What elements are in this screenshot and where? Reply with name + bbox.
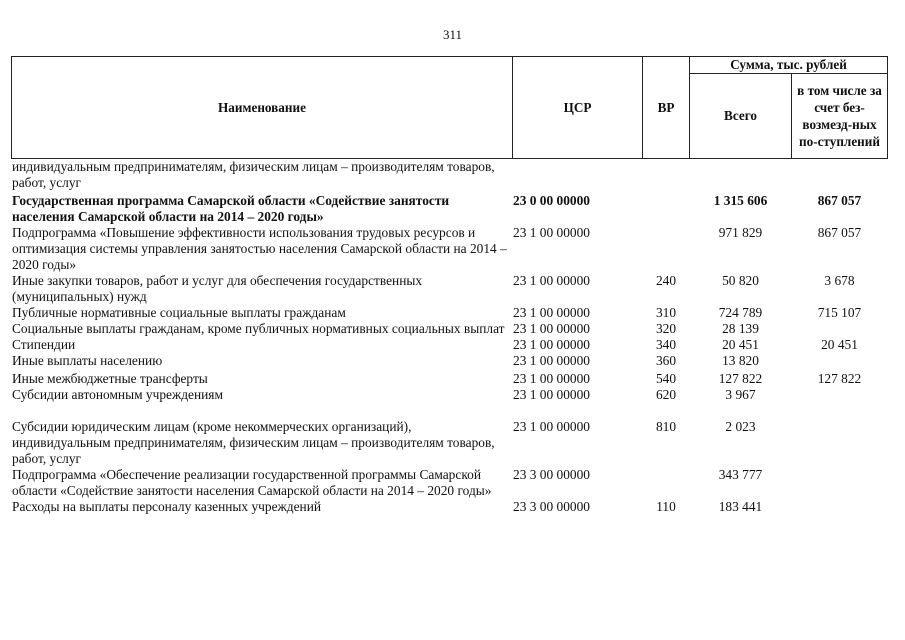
row-total: 183 441 [718, 499, 763, 514]
row-name: Публичные нормативные социальные выплаты гражданам [12, 305, 346, 320]
row-vr [643, 467, 690, 499]
header-vr: ВР [643, 57, 690, 159]
header-sum-group: Сумма, тыс. рублей [690, 57, 888, 74]
row-total: 13 820 [722, 353, 759, 368]
row-grants [792, 419, 888, 467]
row-csr: 23 1 00 00000 [513, 321, 590, 336]
row-vr: 620 [655, 387, 677, 402]
table-row [12, 225, 888, 273]
row-name: Иные выплаты населению [12, 353, 163, 368]
header-name: Наименование [12, 57, 513, 159]
row-grants [792, 387, 888, 403]
row-vr [643, 191, 690, 225]
row-name: Расходы на выплаты персоналу казенных учреждений [12, 499, 322, 514]
row-total: 127 822 [718, 371, 763, 386]
row-vr: 540 [655, 371, 677, 386]
row-name: Подпрограмма «Повышение эффективности использования трудовых ресурсов и оптимизация системы управления занятостью населения Самарской области на 2014 – 2020 годы» [12, 225, 507, 272]
table-row [12, 273, 888, 305]
row-vr: 240 [655, 273, 677, 288]
table-row [12, 467, 888, 499]
table-row [12, 337, 888, 353]
table-row [12, 305, 888, 321]
row-name: Социальные выплаты гражданам, кроме публичных нормативных социальных выплат [12, 321, 505, 336]
table-row [12, 353, 888, 369]
row-vr [643, 159, 690, 192]
row-vr: 110 [656, 499, 676, 514]
row-total: 2 023 [725, 419, 756, 434]
header-grants: в том числе за счет без-возмезд-ных по-ступлений [792, 74, 888, 159]
row-csr [513, 159, 643, 192]
row-vr [643, 225, 690, 273]
row-grants: 715 107 [817, 305, 862, 320]
row-name: Иные закупки товаров, работ и услуг для обеспечения государственных (муниципальных) нужд [12, 273, 423, 304]
row-csr: 23 1 00 00000 [513, 371, 590, 386]
row-vr: 320 [655, 321, 677, 336]
row-total: 1 315 606 [713, 193, 768, 208]
row-total: 50 820 [722, 273, 759, 288]
spacer-row [12, 403, 888, 419]
row-csr: 23 1 00 00000 [513, 419, 590, 434]
row-vr: 810 [655, 419, 677, 434]
row-csr: 23 0 00 00000 [513, 193, 590, 208]
table-row [12, 387, 888, 403]
row-csr: 23 1 00 00000 [513, 305, 590, 320]
row-total: 724 789 [718, 305, 763, 320]
row-name: Субсидии юридическим лицам (кроме некоммерческих организаций), индивидуальным предпринимателям, физическим лицам – производителям товаров, работ, услуг [12, 419, 495, 466]
row-vr: 360 [655, 353, 677, 368]
row-grants: 867 057 [817, 225, 862, 240]
row-grants: 867 057 [817, 193, 862, 208]
row-name: Субсидии автономным учреждениям [12, 387, 223, 402]
row-name: Государственная программа Самарской области «Содействие занятости населения Самарской области на 2014 – 2020 годы» [12, 193, 450, 224]
row-vr: 310 [655, 305, 677, 320]
row-name: индивидуальным предпринимателям, физическим лицам – производителям товаров, работ, услуг [12, 159, 495, 190]
row-total: 971 829 [718, 225, 763, 240]
table-row [12, 321, 888, 337]
row-grants: 20 451 [821, 337, 858, 352]
table-row [12, 499, 888, 515]
page-number: 311 [442, 27, 463, 42]
row-total: 343 777 [718, 467, 763, 482]
row-grants [792, 499, 888, 515]
row-grants [792, 467, 888, 499]
row-grants [792, 321, 888, 337]
row-name: Стипендии [12, 337, 76, 352]
table-row [12, 419, 888, 467]
row-total [690, 159, 792, 192]
row-csr: 23 1 00 00000 [513, 273, 590, 288]
budget-table [11, 56, 888, 515]
row-csr: 23 1 00 00000 [513, 353, 590, 368]
row-total: 20 451 [722, 337, 759, 352]
row-csr: 23 1 00 00000 [513, 387, 590, 402]
row-name: Иные межбюджетные трансферты [12, 371, 208, 386]
header-total: Всего [690, 74, 792, 159]
row-csr: 23 1 00 00000 [513, 337, 590, 352]
row-csr: 23 3 00 00000 [513, 499, 590, 514]
table-row [12, 191, 888, 225]
row-name: Подпрограмма «Обеспечение реализации государственной программы Самарской области «Содействие занятости населения Самарской области на 2014 – 2020 годы» [12, 467, 492, 498]
row-total: 3 967 [725, 387, 756, 402]
table-row [12, 159, 888, 192]
row-csr: 23 3 00 00000 [513, 467, 590, 482]
row-csr: 23 1 00 00000 [513, 225, 590, 240]
row-grants: 3 678 [824, 273, 855, 288]
row-grants: 127 822 [817, 371, 862, 386]
row-grants [792, 159, 888, 192]
row-vr: 340 [655, 337, 677, 352]
header-csr: ЦСР [513, 57, 643, 159]
row-grants [792, 353, 888, 369]
table-row [12, 369, 888, 387]
row-total: 28 139 [722, 321, 759, 336]
